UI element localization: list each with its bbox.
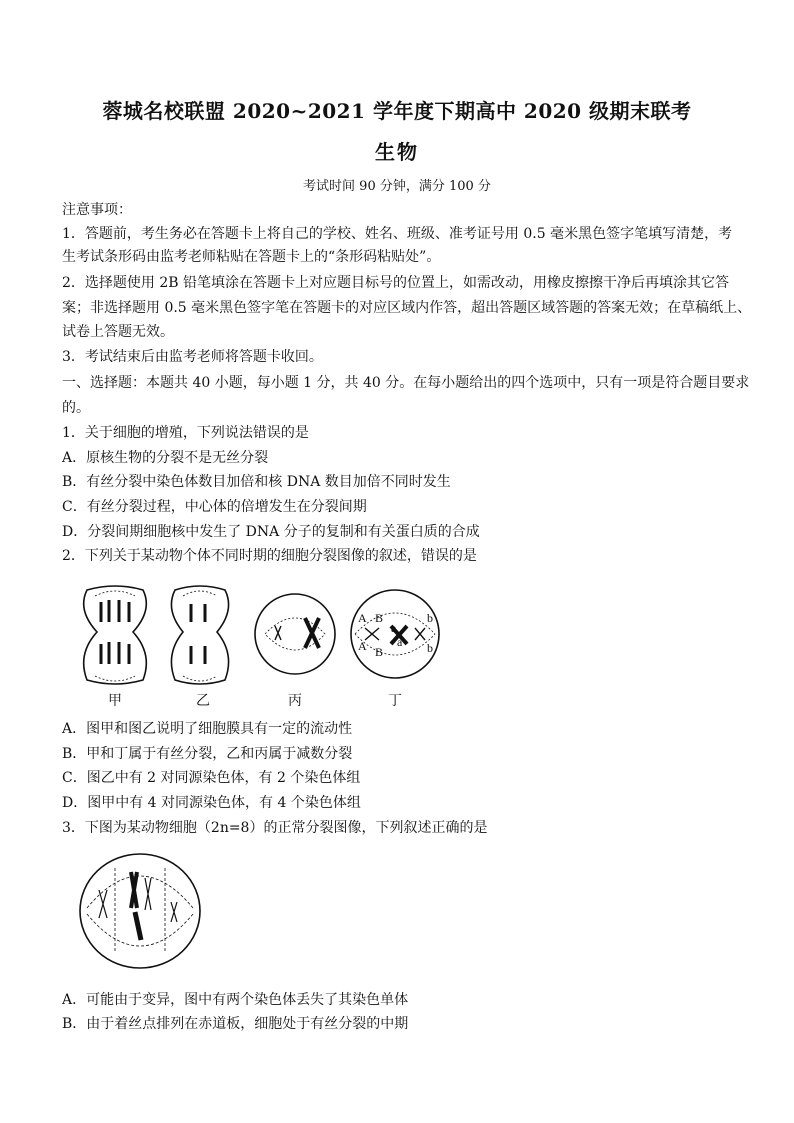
figure-label-bing: 丙 <box>288 693 302 709</box>
question-1-option-a: A．原核生物的分裂不是无丝分裂 <box>62 450 269 466</box>
question-3-option-a: A．可能由于变异，图中有两个染色体丢失了其染色单体 <box>62 992 409 1008</box>
note-line: 1．答题前，考生务必在答题卡上将自己的学校、姓名、班级、准考证号用 0.5 毫米黑色签字笔填写清楚，考 <box>62 226 733 242</box>
question-1-option-c: C．有丝分裂过程，中心体的倍增发生在分裂间期 <box>62 499 367 515</box>
gene-letter: b <box>427 611 433 625</box>
question-3-option-b: B．由于着丝点排列在赤道板，细胞处于有丝分裂的中期 <box>62 1016 409 1032</box>
exam-info: 考试时间 90 分钟，满分 100 分 <box>303 179 491 194</box>
gene-letter: A <box>358 639 367 653</box>
figure-label-jia: 甲 <box>108 693 122 709</box>
gene-letter: a <box>397 635 403 649</box>
exam-title: 蓉城名校联盟 2020~2021 学年度下期高中 2020 级期末联考 <box>102 99 692 123</box>
gene-letter: B <box>375 611 384 625</box>
question-1-option-d: D．分裂间期细胞核中发生了 DNA 分子的复制和有关蛋白质的合成 <box>62 524 480 540</box>
question-1-option-b: B．有丝分裂中染色体数目加倍和核 DNA 数目加倍不同时发生 <box>62 474 451 490</box>
gene-letter: b <box>427 641 433 655</box>
cell-yi <box>171 586 228 684</box>
notes-heading: 注意事项： <box>62 202 132 218</box>
question-2-stem: 2．下列关于某动物个体不同时期的细胞分裂图像的叙述，错误的是 <box>62 548 477 564</box>
figure-label-ding: 丁 <box>388 693 402 709</box>
gene-letter: A <box>358 611 367 625</box>
gene-letters <box>358 611 433 659</box>
gene-letter: B <box>375 645 384 659</box>
note-line: 生考试条形码由监考老师粘贴在答题卡上的“条形码粘贴处”。 <box>62 249 441 265</box>
gene-letter: a <box>391 621 397 635</box>
question-3-stem: 3．下图为某动物细胞（2n=8）的正常分裂图像，下列叙述正确的是 <box>62 820 488 836</box>
note-line: 3．考试结束后由监考老师将答题卡收回。 <box>62 349 323 365</box>
question-2-option-b: B．甲和丁属于有丝分裂，乙和丙属于减数分裂 <box>62 746 353 762</box>
note-line: 案；非选择题用 0.5 毫米黑色签字笔在答题卡的对应区域内作答，超出答题区域答题的答案无效；在草稿纸上、 <box>62 300 752 316</box>
cell-bing <box>255 594 335 674</box>
question-2-option-d: D．图甲中有 4 对同源染色体，有 4 个染色体组 <box>62 795 361 811</box>
cell-jia <box>84 586 147 684</box>
note-line: 试卷上答题无效。 <box>62 324 174 340</box>
question-2-option-c: C．图乙中有 2 对同源染色体，有 2 个染色体组 <box>62 770 361 786</box>
subject-title: 生物 <box>375 140 419 164</box>
section-instruction-cont: 的。 <box>62 400 90 416</box>
figure-label-yi: 乙 <box>196 693 210 709</box>
section-instruction: 一、选择题：本题共 40 小题，每小题 1 分，共 40 分。在每小题给出的四个选项中，只有一项是符合题目要求 <box>62 375 750 391</box>
question-1-stem: 1．关于细胞的增殖，下列说法错误的是 <box>62 425 309 441</box>
question-2-option-a: A．图甲和图乙说明了细胞膜具有一定的流动性 <box>62 721 353 737</box>
note-line: 2．选择题使用 2B 铅笔填涂在答题卡上对应题目标号的位置上，如需改动，用橡皮擦擦干净后再填涂其它答 <box>62 275 730 291</box>
cell-division-figure <box>75 582 455 690</box>
q3-cell-figure <box>75 848 205 976</box>
